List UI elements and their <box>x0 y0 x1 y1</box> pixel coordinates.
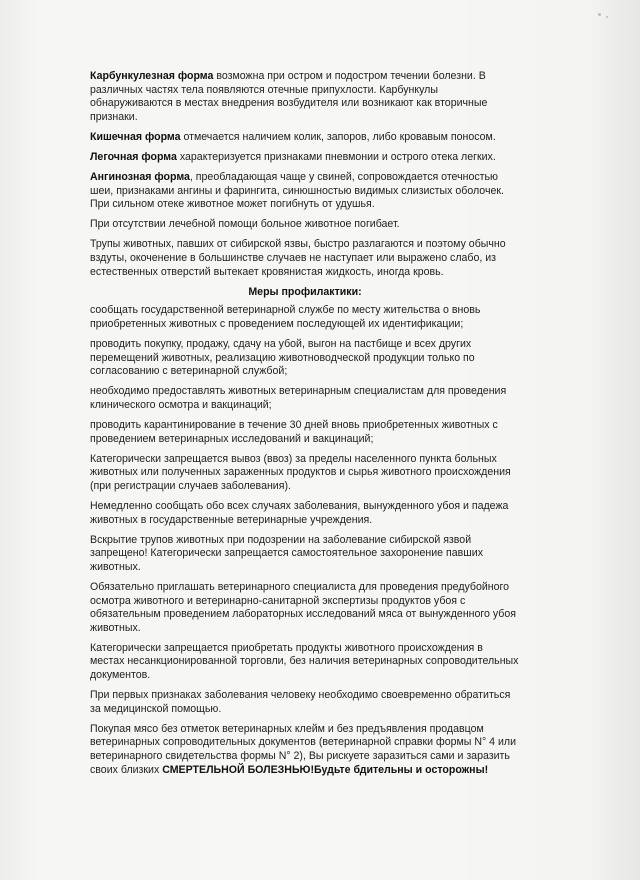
scan-speck <box>598 13 601 16</box>
term-carbuncular-form: Карбункулезная форма <box>90 70 214 82</box>
paragraph-text: Трупы животных, павших от сибирской язвы, быстро разлагаются и поэтому обычно вздуты, окоченение в большинстве случаев не наступает или выражено слабо, из естественных отверстий вытекает кровянистая жидкость, иногда кровь. <box>90 238 506 278</box>
paragraph-carcasses <box>90 238 520 279</box>
paragraph-carbuncular-form <box>90 70 520 124</box>
paragraph-intestinal-form <box>90 131 520 145</box>
measure-item: сообщать государственной ветеринарной службе по месту жительства о вновь приобретенных животных с проведением последующей их идентификации; <box>90 304 481 330</box>
paragraph-pulmonary-form <box>90 151 520 165</box>
term-pulmonary-form: Легочная форма <box>90 150 177 163</box>
warning-emphasis: СМЕРТЕЛЬНОЙ БОЛЕЗНЬЮ!Будьте бдительны и осторожны! <box>162 763 489 776</box>
scan-speck <box>606 16 608 18</box>
paragraph-no-treatment <box>90 218 520 232</box>
document-body <box>90 70 520 784</box>
paragraph-text: отмечается наличием колик, запоров, либо кровавым поносом. <box>180 130 496 143</box>
measure-item: Категорически запрещается приобретать продукты животного происхождения в местах несанкционированной торговли, без наличия ветеринарных сопроводительных документов. <box>90 641 519 681</box>
paragraph-text: , преобладающая чаще у свиней, сопровождается отечностью шеи, признаками ангины и фарингита, синюшностью видимых слизистых оболочек. При сильном отеке животное может погибнуть от удушья. <box>90 171 504 211</box>
section-heading-prevention: Меры профилактики: <box>248 285 362 298</box>
paragraph-text: возможна при остром и подостром течении болезни. В различных частях тела появляются отечные припухлости. Карбункулы обнаруживаются в местах внедрения возбудителя или возникают как вторичные признаки. <box>90 70 488 123</box>
measure-item: Категорически запрещается вывоз (ввоз) за пределы населенного пункта больных животных или полученных зараженных продуктов и сырья животного происхождения (при регистрации случаев заболевания). <box>90 452 511 492</box>
measure-item: Обязательно приглашать ветеринарного специалиста для проведения предубойного осмотра животного и ветеринарно-санитарной экспертизы продуктов убоя с обязательным проведением лабораторных исследований мяса от вынужденного убоя животных. <box>90 580 516 634</box>
paragraph-warning <box>90 723 520 777</box>
measure-item: При первых признаках заболевания человеку необходимо своевременно обратиться за медицинской помощью. <box>90 689 511 715</box>
paragraph-anginal-form <box>90 171 520 212</box>
paragraph-text: характеризуется признаками пневмонии и острого отека легких. <box>176 150 496 163</box>
paragraph-text: При отсутствии лечебной помощи больное животное погибает. <box>90 218 400 231</box>
measure-item: необходимо предоставлять животных ветеринарным специалистам для проведения клинического осмотра и вакцинаций; <box>90 385 507 411</box>
measure-item: Вскрытие трупов животных при подозрении на заболевание сибирской язвой запрещено! Категорически запрещается самостоятельное захоронение павших животных. <box>90 533 483 573</box>
term-anginal-form: Ангинозная форма <box>90 171 190 184</box>
warning-text: Покупая мясо без отметок ветеринарных клейм и без предъявления продавцом ветеринарных сопроводительных документов (ветеринарной справки формы N° 4 или ветеринарного свидетельства формы N° 2), Вы рискуете заразиться сами и заразить своих близких <box>90 722 517 776</box>
measure-item: проводить карантинирование в течение 30 дней вновь приобретенных животных с проведением ветеринарных исследований и вакцинаций; <box>90 418 498 445</box>
term-intestinal-form: Кишечная форма <box>90 130 181 143</box>
measure-item: проводить покупку, продажу, сдачу на убой, выгон на пастбище и всех других перемещений животных, реализацию животноводческой продукции только по согласованию с ветеринарной службой; <box>90 338 475 378</box>
measure-item: Немедленно сообщать обо всех случаях заболевания, вынужденного убоя и падежа животных в государственные ветеринарные учреждения. <box>90 499 509 526</box>
